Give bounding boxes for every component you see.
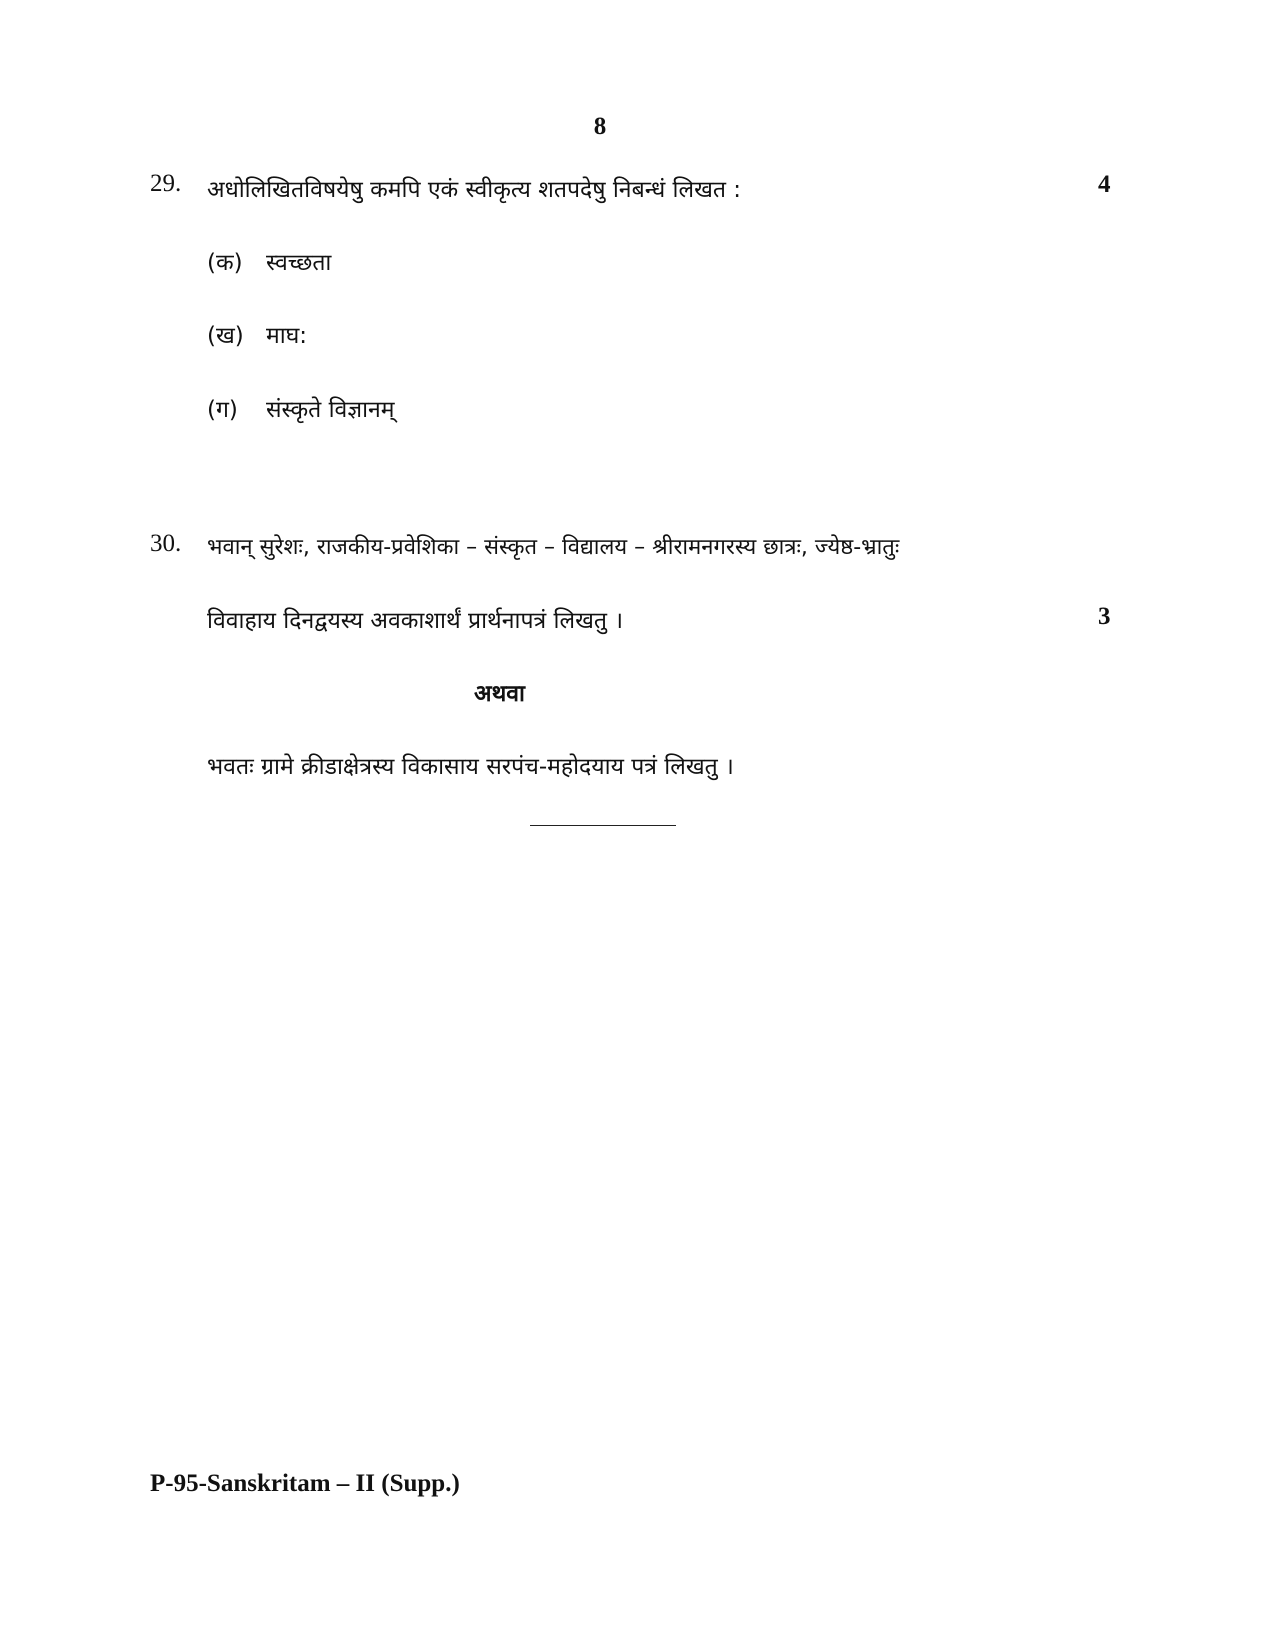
- question-text-line-2: विवाहाय दिनद्वयस्य अवकाशार्थं प्रार्थनापत्रं लिखतु ।: [207, 608, 624, 634]
- alternative-question-text: भवतः ग्रामे क्रीडाक्षेत्रस्य विकासाय सरपंच-महोदयाय पत्रं लिखतु ।: [207, 754, 734, 780]
- page-number: 8: [593, 113, 607, 140]
- option-text: माघ:: [266, 323, 308, 349]
- end-rule-divider: [530, 825, 676, 826]
- question-number: 29.: [150, 170, 182, 197]
- or-label: अथवा: [474, 681, 526, 707]
- question-text: अधोलिखितविषयेषु कमपि एकं स्वीकृत्य शतपदेषु निबन्धं लिखत :: [207, 177, 742, 203]
- question-number: 30.: [150, 530, 182, 557]
- marks: 4: [1098, 171, 1111, 198]
- option-label: (ग): [207, 397, 238, 423]
- paper-code: P-95-Sanskritam – II (Supp.): [150, 1470, 460, 1497]
- option-label: (ख): [207, 323, 244, 349]
- question-text-line-1: भवान् सुरेशः, राजकीय-प्रवेशिका – संस्कृत – विद्यालय – श्रीरामनगरस्य छात्रः, ज्येष्ठ-भ्रातुः: [207, 535, 900, 560]
- option-text: स्वच्छता: [266, 250, 332, 276]
- marks: 3: [1098, 603, 1111, 630]
- option-label: (क): [207, 250, 243, 276]
- option-text: संस्कृते विज्ञानम्: [266, 397, 395, 423]
